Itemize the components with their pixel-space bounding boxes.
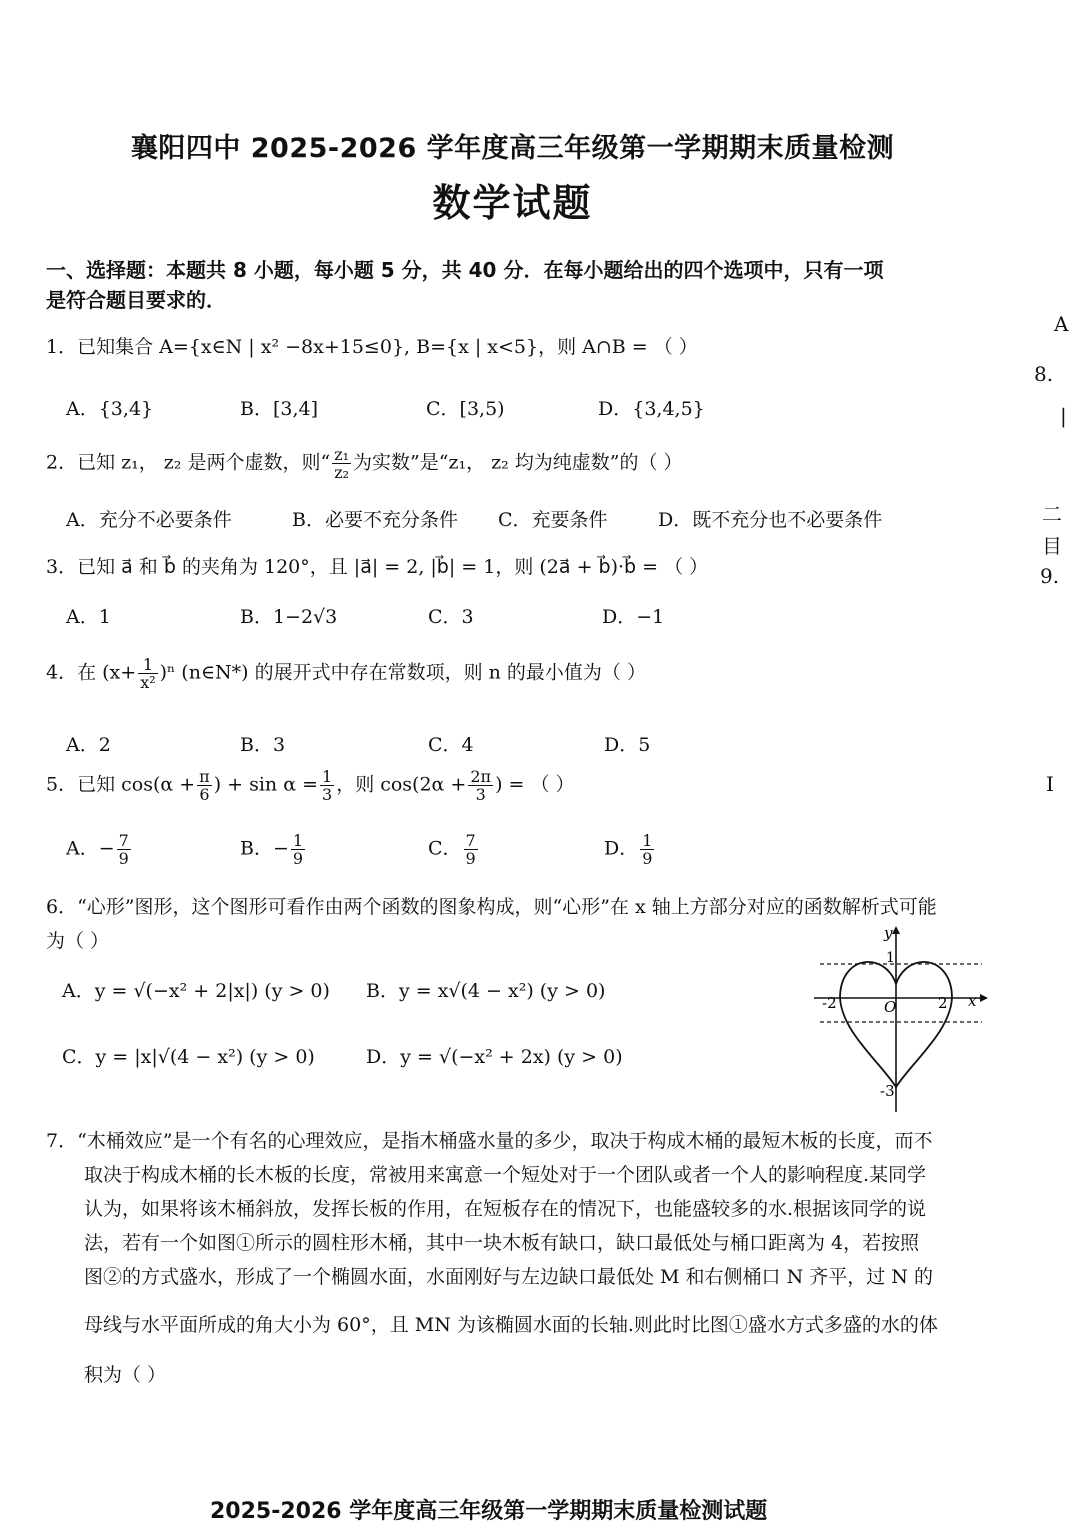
exam-title: 襄阳四中 2025-2026 学年度高三年级第一学期期末质量检测 <box>130 133 895 164</box>
q5-f2-num: 1 <box>322 767 333 786</box>
q5-a-den: 9 <box>118 849 129 868</box>
question-7-line4: 法，若有一个如图①所示的圆柱形木桶，其中一块木板有缺口，缺口最低处与桶口距离为 4，若按照 <box>84 1232 920 1254</box>
y-axis-label: y <box>884 924 893 942</box>
question-3-stem: 3．已知 a⃗ 和 b⃗ 的夹角为 120°，且 |a⃗| = 2, |b⃗| = 1，则 (2a⃗ + b⃗)·b⃗ = （ ） <box>46 556 709 578</box>
q6-option-b: B．y = x√(4 − x²) (y > 0) <box>366 980 606 1002</box>
q5-b-den: 9 <box>292 849 304 868</box>
origin-label: O <box>884 998 897 1016</box>
q5-c-num: 7 <box>465 831 476 850</box>
q4-option-d: D．5 <box>604 734 651 756</box>
margin-fragment-6: 9. <box>1040 564 1060 588</box>
q4-frac-num: 1 <box>138 656 157 674</box>
margin-fragment-5: 目 <box>1042 534 1062 558</box>
q1-option-b: B．[3,4] <box>240 398 319 420</box>
q5-option-c-label: C． <box>428 837 462 860</box>
q4-option-b: B．3 <box>240 734 286 756</box>
question-7-line5: 图②的方式盛水，形成了一个椭圆水面，水面刚好与左边缺口最低处 M 和右侧桶口 N 齐平，过 N 的 <box>84 1266 933 1288</box>
q5-option-c <box>428 832 480 867</box>
q5-option-b-label: B．− <box>240 837 289 860</box>
q2-fraction <box>332 446 351 481</box>
q2-option-c: C．充要条件 <box>498 509 608 531</box>
question-5-stem <box>46 768 575 803</box>
q6-option-a: A．y = √(−x² + 2|x|) (y > 0) <box>62 980 330 1002</box>
margin-fragment-2: 8. <box>1034 362 1054 386</box>
q5-p2: ) + sin α = <box>213 773 318 796</box>
q5-frac-2 <box>320 768 334 803</box>
q2-option-d: D．既不充分也不必要条件 <box>658 509 883 531</box>
question-4-stem <box>46 656 646 691</box>
q5-p1: 5．已知 cos(α + <box>46 773 196 796</box>
q2-option-a: A．充分不必要条件 <box>66 509 232 531</box>
q4-frac-den: x² <box>140 673 156 692</box>
q1-option-d: D．{3,4,5} <box>598 398 705 420</box>
q3-option-a: A．1 <box>66 606 111 628</box>
y-axis-arrow <box>892 926 900 934</box>
q5-d-num: 1 <box>642 831 653 850</box>
q5-f1-den: 6 <box>199 785 210 804</box>
q5-d-den: 9 <box>642 849 653 868</box>
x-axis-label: x <box>968 992 977 1010</box>
margin-fragment-1: A <box>1054 312 1069 336</box>
q5-p4: ) = （ ） <box>495 773 575 796</box>
q2-stem-post: 为实数”是“z₁， z₂ 均为纯虚数”的（ ） <box>353 451 683 474</box>
q2-frac-den: z₂ <box>334 463 350 482</box>
q5-option-c-frac <box>464 832 478 867</box>
q5-option-a-label: A．− <box>66 837 115 860</box>
q5-frac-3 <box>468 768 493 803</box>
q5-a-num: 7 <box>118 831 129 850</box>
subject-title: 数学试题 <box>432 181 593 225</box>
question-7-line3: 认为，如果将该木桶斜放，发挥长板的作用，在短板存在的情况下，也能盛较多的水.根据该同学的说 <box>84 1198 927 1220</box>
q5-f3-num: 2π <box>470 767 492 786</box>
q5-option-d-label: D． <box>604 837 639 860</box>
margin-fragment-4: 二 <box>1042 502 1062 526</box>
q5-c-den: 9 <box>465 849 476 868</box>
question-7-line6: 母线与水平面所成的角大小为 60°，且 MN 为该椭圆水面的长轴.则此时比图①盛水方式多盛的水的体 <box>84 1314 938 1336</box>
q5-p3: ，则 cos(2α + <box>336 773 467 796</box>
q1-option-c: C．[3,5) <box>426 398 505 420</box>
heart-graph <box>810 922 990 1114</box>
question-7-line1: 7．“木桶效应”是一个有名的心理效应，是指木桶盛水量的多少，取决于构成木桶的最短木板的长度，而不 <box>46 1130 933 1152</box>
x-axis-arrow <box>980 994 988 1002</box>
q5-option-a <box>66 832 133 867</box>
q4-fraction <box>138 656 157 691</box>
q1-option-a: A．{3,4} <box>66 398 154 420</box>
q5-option-d-frac <box>640 832 654 867</box>
q3-option-b: B．1−2√3 <box>240 606 338 628</box>
question-7-line2: 取决于构成木桶的长木板的长度，常被用来寓意一个短处对于一个团队或者一个人的影响程度.某同学 <box>84 1164 927 1186</box>
q4-option-a: A．2 <box>66 734 111 756</box>
section-heading-line1: 一、选择题：本题共 8 小题，每小题 5 分，共 40 分．在每小题给出的四个选项中，只有一项 <box>46 258 884 282</box>
question-7-line7: 积为（ ） <box>84 1364 167 1386</box>
page-footer: 2025-2026 学年度高三年级第一学期期末质量检测试题 <box>210 1499 768 1524</box>
q5-option-b-frac <box>291 832 305 867</box>
q4-option-c: C．4 <box>428 734 474 756</box>
q5-option-a-frac <box>117 832 131 867</box>
margin-fragment-3: | <box>1060 404 1067 428</box>
q4-stem-pre: 4．在 (x+ <box>46 661 137 684</box>
tick-label-2: 2 <box>938 994 948 1012</box>
question-1-stem: 1．已知集合 A={x∈N | x² −8x+15≤0}, B={x | x<5}，则 A∩B = （ ） <box>46 336 698 358</box>
q5-f3-den: 3 <box>475 785 486 804</box>
q2-frac-num: z₁ <box>334 445 350 464</box>
margin-fragment-7: I <box>1046 772 1054 796</box>
tick-label-1: 1 <box>886 950 895 966</box>
q2-option-b: B．必要不充分条件 <box>292 509 458 531</box>
tick-label-neg2: -2 <box>822 994 837 1012</box>
q5-f1-num: π <box>199 767 210 786</box>
q5-option-d <box>604 832 656 867</box>
q5-frac-1 <box>197 768 212 803</box>
q5-option-b <box>240 832 307 867</box>
q2-stem-pre: 2．已知 z₁， z₂ 是两个虚数，则“ <box>46 451 331 474</box>
q4-stem-post: )ⁿ (n∈N*) 的展开式中存在常数项，则 n 的最小值为（ ） <box>159 661 646 684</box>
section-heading-line2: 是符合题目要求的． <box>46 288 226 312</box>
q3-option-d: D．−1 <box>602 606 665 628</box>
question-6-line2: 为（ ） <box>46 930 110 952</box>
tick-label-neg3: -3 <box>880 1082 895 1100</box>
question-2-stem <box>46 446 683 481</box>
q6-option-d: D．y = √(−x² + 2x) (y > 0) <box>366 1046 623 1068</box>
q6-option-c: C．y = |x|√(4 − x²) (y > 0) <box>62 1046 315 1068</box>
q5-f2-den: 3 <box>322 785 333 804</box>
q5-b-num: 1 <box>292 831 304 850</box>
q3-option-c: C．3 <box>428 606 474 628</box>
question-6-line1: 6．“心形”图形，这个图形可看作由两个函数的图象构成，则“心形”在 x 轴上方部分对应的函数解析式可能 <box>46 896 937 918</box>
